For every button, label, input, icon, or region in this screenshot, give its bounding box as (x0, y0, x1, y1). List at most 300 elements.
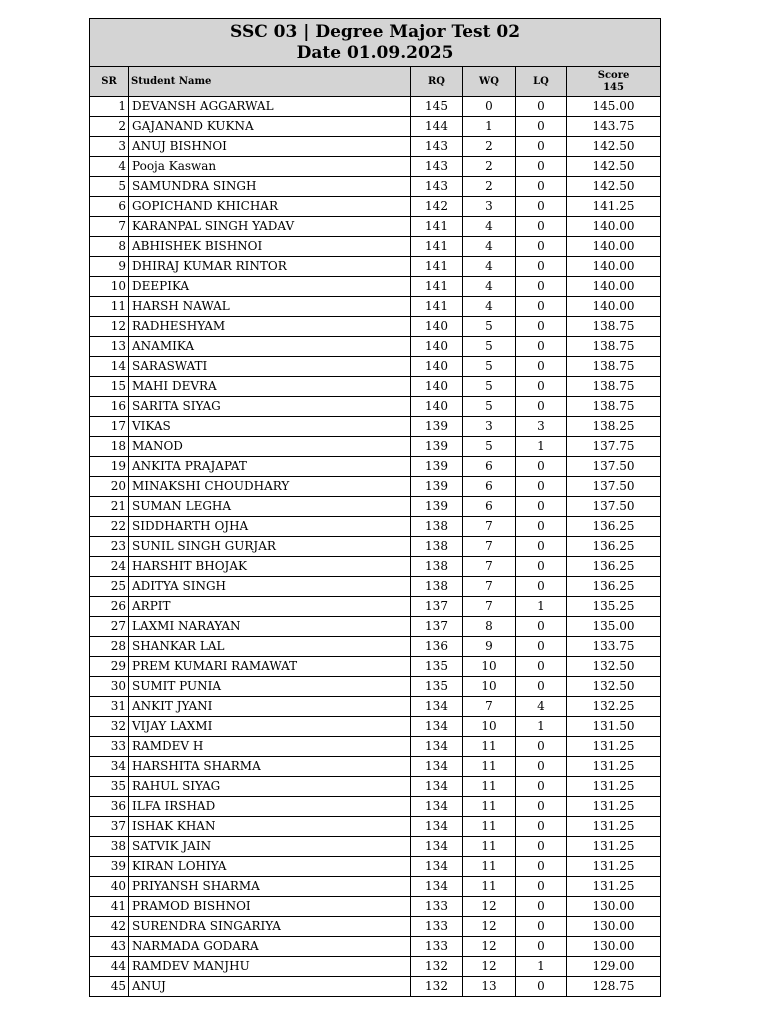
cell-lq: 0 (516, 937, 567, 957)
cell-sr: 39 (90, 857, 129, 877)
cell-score: 140.00 (567, 217, 661, 237)
table-row (90, 717, 661, 737)
cell-rq: 140 (411, 317, 463, 337)
cell-wq: 4 (463, 297, 516, 317)
cell-score: 140.00 (567, 237, 661, 257)
cell-lq: 0 (516, 97, 567, 117)
cell-student-name: SHANKAR LAL (129, 637, 411, 657)
cell-rq: 140 (411, 357, 463, 377)
cell-rq: 138 (411, 517, 463, 537)
cell-wq: 5 (463, 437, 516, 457)
cell-rq: 133 (411, 937, 463, 957)
table-row (90, 737, 661, 757)
cell-lq: 0 (516, 737, 567, 757)
col-score (567, 67, 661, 97)
cell-rq: 141 (411, 277, 463, 297)
cell-sr: 25 (90, 577, 129, 597)
cell-student-name: ILFA IRSHAD (129, 797, 411, 817)
cell-sr: 10 (90, 277, 129, 297)
cell-rq: 134 (411, 697, 463, 717)
table-row (90, 197, 661, 217)
cell-score: 136.25 (567, 577, 661, 597)
cell-rq: 141 (411, 297, 463, 317)
cell-lq: 4 (516, 697, 567, 717)
cell-rq: 137 (411, 617, 463, 637)
cell-sr: 33 (90, 737, 129, 757)
table-row (90, 277, 661, 297)
cell-lq: 0 (516, 197, 567, 217)
col-rq: RQ (411, 67, 463, 97)
cell-lq: 0 (516, 897, 567, 917)
cell-wq: 6 (463, 497, 516, 517)
cell-wq: 10 (463, 677, 516, 697)
cell-rq: 134 (411, 817, 463, 837)
cell-wq: 2 (463, 177, 516, 197)
cell-wq: 6 (463, 477, 516, 497)
cell-lq: 0 (516, 797, 567, 817)
cell-student-name: VIKAS (129, 417, 411, 437)
cell-rq: 139 (411, 417, 463, 437)
cell-rq: 136 (411, 637, 463, 657)
cell-lq: 0 (516, 757, 567, 777)
cell-lq: 1 (516, 957, 567, 977)
cell-sr: 11 (90, 297, 129, 317)
cell-wq: 2 (463, 157, 516, 177)
cell-score: 141.25 (567, 197, 661, 217)
table-row (90, 357, 661, 377)
cell-sr: 36 (90, 797, 129, 817)
cell-lq: 0 (516, 857, 567, 877)
cell-student-name: RAHUL SIYAG (129, 777, 411, 797)
cell-wq: 7 (463, 697, 516, 717)
cell-student-name: MINAKSHI CHOUDHARY (129, 477, 411, 497)
cell-score: 130.00 (567, 937, 661, 957)
cell-score: 138.75 (567, 377, 661, 397)
cell-score: 137.50 (567, 497, 661, 517)
cell-score: 130.00 (567, 917, 661, 937)
cell-rq: 141 (411, 217, 463, 237)
table-row (90, 377, 661, 397)
cell-wq: 11 (463, 817, 516, 837)
table-row (90, 137, 661, 157)
col-score-total: 145 (603, 81, 624, 93)
cell-lq: 0 (516, 917, 567, 937)
cell-wq: 7 (463, 517, 516, 537)
cell-score: 140.00 (567, 277, 661, 297)
table-row (90, 637, 661, 657)
cell-student-name: Pooja Kaswan (129, 157, 411, 177)
cell-wq: 7 (463, 577, 516, 597)
cell-score: 132.50 (567, 657, 661, 677)
cell-student-name: PREM KUMARI RAMAWAT (129, 657, 411, 677)
cell-sr: 21 (90, 497, 129, 517)
cell-score: 142.50 (567, 157, 661, 177)
cell-lq: 0 (516, 517, 567, 537)
cell-rq: 139 (411, 497, 463, 517)
cell-sr: 40 (90, 877, 129, 897)
test-date: Date 01.09.2025 (296, 42, 454, 63)
cell-rq: 140 (411, 377, 463, 397)
cell-student-name: ARPIT (129, 597, 411, 617)
cell-score: 131.50 (567, 717, 661, 737)
cell-wq: 11 (463, 877, 516, 897)
col-student-name: Student Name (129, 67, 411, 97)
cell-rq: 144 (411, 117, 463, 137)
cell-sr: 8 (90, 237, 129, 257)
cell-student-name: HARSHIT BHOJAK (129, 557, 411, 577)
cell-sr: 12 (90, 317, 129, 337)
cell-sr: 45 (90, 977, 129, 997)
cell-rq: 142 (411, 197, 463, 217)
cell-student-name: SURENDRA SINGARIYA (129, 917, 411, 937)
table-row (90, 757, 661, 777)
cell-wq: 4 (463, 237, 516, 257)
cell-student-name: ISHAK KHAN (129, 817, 411, 837)
cell-rq: 134 (411, 877, 463, 897)
cell-score: 135.00 (567, 617, 661, 637)
cell-wq: 7 (463, 557, 516, 577)
cell-sr: 32 (90, 717, 129, 737)
cell-rq: 135 (411, 657, 463, 677)
cell-rq: 140 (411, 397, 463, 417)
cell-lq: 0 (516, 537, 567, 557)
cell-student-name: HARSH NAWAL (129, 297, 411, 317)
cell-score: 142.50 (567, 137, 661, 157)
cell-score: 138.25 (567, 417, 661, 437)
cell-rq: 145 (411, 97, 463, 117)
col-wq: WQ (463, 67, 516, 97)
cell-sr: 31 (90, 697, 129, 717)
cell-sr: 24 (90, 557, 129, 577)
cell-rq: 132 (411, 957, 463, 977)
test-title: SSC 03 | Degree Major Test 02 (230, 21, 521, 42)
table-row (90, 537, 661, 557)
table-row (90, 957, 661, 977)
table-row (90, 157, 661, 177)
table-row (90, 557, 661, 577)
cell-student-name: GOPICHAND KHICHAR (129, 197, 411, 217)
cell-sr: 13 (90, 337, 129, 357)
table-row (90, 837, 661, 857)
cell-lq: 0 (516, 137, 567, 157)
cell-lq: 0 (516, 477, 567, 497)
cell-student-name: SATVIK JAIN (129, 837, 411, 857)
cell-sr: 2 (90, 117, 129, 137)
cell-rq: 141 (411, 257, 463, 277)
cell-sr: 26 (90, 597, 129, 617)
cell-lq: 0 (516, 397, 567, 417)
cell-lq: 0 (516, 777, 567, 797)
cell-sr: 3 (90, 137, 129, 157)
results-table (89, 18, 661, 997)
table-row (90, 397, 661, 417)
cell-sr: 29 (90, 657, 129, 677)
cell-sr: 17 (90, 417, 129, 437)
cell-wq: 12 (463, 957, 516, 977)
cell-rq: 143 (411, 157, 463, 177)
col-lq: LQ (516, 67, 567, 97)
cell-rq: 143 (411, 177, 463, 197)
cell-lq: 0 (516, 557, 567, 577)
cell-student-name: ANKIT JYANI (129, 697, 411, 717)
cell-score: 131.25 (567, 777, 661, 797)
cell-lq: 0 (516, 257, 567, 277)
cell-score: 143.75 (567, 117, 661, 137)
cell-lq: 1 (516, 597, 567, 617)
table-row (90, 217, 661, 237)
table-row (90, 177, 661, 197)
sheet-title (90, 19, 661, 67)
cell-score: 131.25 (567, 817, 661, 837)
col-sr: SR (90, 67, 129, 97)
cell-sr: 6 (90, 197, 129, 217)
cell-lq: 0 (516, 177, 567, 197)
cell-sr: 23 (90, 537, 129, 557)
table-row (90, 437, 661, 457)
cell-score: 131.25 (567, 757, 661, 777)
cell-lq: 0 (516, 877, 567, 897)
table-row (90, 97, 661, 117)
cell-student-name: DEEPIKA (129, 277, 411, 297)
cell-score: 128.75 (567, 977, 661, 997)
table-row (90, 857, 661, 877)
cell-rq: 132 (411, 977, 463, 997)
cell-score: 131.25 (567, 837, 661, 857)
cell-rq: 133 (411, 917, 463, 937)
cell-score: 140.00 (567, 297, 661, 317)
cell-student-name: SUMAN LEGHA (129, 497, 411, 517)
table-row (90, 117, 661, 137)
table-row (90, 877, 661, 897)
table-row (90, 497, 661, 517)
cell-wq: 4 (463, 277, 516, 297)
cell-sr: 18 (90, 437, 129, 457)
cell-score: 131.25 (567, 797, 661, 817)
cell-student-name: GAJANAND KUKNA (129, 117, 411, 137)
table-row (90, 597, 661, 617)
cell-student-name: SIDDHARTH OJHA (129, 517, 411, 537)
table-row (90, 577, 661, 597)
cell-rq: 139 (411, 437, 463, 457)
cell-lq: 3 (516, 417, 567, 437)
cell-student-name: ANAMIKA (129, 337, 411, 357)
cell-rq: 134 (411, 717, 463, 737)
cell-sr: 30 (90, 677, 129, 697)
cell-rq: 134 (411, 857, 463, 877)
cell-sr: 9 (90, 257, 129, 277)
cell-wq: 5 (463, 337, 516, 357)
cell-sr: 14 (90, 357, 129, 377)
table-row (90, 917, 661, 937)
cell-sr: 42 (90, 917, 129, 937)
cell-lq: 0 (516, 617, 567, 637)
cell-score: 138.75 (567, 337, 661, 357)
cell-score: 137.50 (567, 477, 661, 497)
cell-student-name: KIRAN LOHIYA (129, 857, 411, 877)
cell-score: 138.75 (567, 317, 661, 337)
cell-wq: 7 (463, 537, 516, 557)
cell-student-name: ADITYA SINGH (129, 577, 411, 597)
cell-score: 130.00 (567, 897, 661, 917)
cell-wq: 11 (463, 757, 516, 777)
table-row (90, 337, 661, 357)
cell-rq: 139 (411, 457, 463, 477)
cell-rq: 139 (411, 477, 463, 497)
cell-lq: 1 (516, 717, 567, 737)
cell-wq: 11 (463, 857, 516, 877)
cell-sr: 19 (90, 457, 129, 477)
table-row (90, 817, 661, 837)
cell-sr: 15 (90, 377, 129, 397)
cell-sr: 1 (90, 97, 129, 117)
cell-score: 135.25 (567, 597, 661, 617)
cell-rq: 134 (411, 797, 463, 817)
cell-rq: 141 (411, 237, 463, 257)
cell-score: 131.25 (567, 737, 661, 757)
column-headers (90, 67, 661, 97)
cell-sr: 4 (90, 157, 129, 177)
table-row (90, 657, 661, 677)
cell-lq: 0 (516, 817, 567, 837)
cell-student-name: MANOD (129, 437, 411, 457)
cell-rq: 134 (411, 777, 463, 797)
table-row (90, 697, 661, 717)
cell-sr: 27 (90, 617, 129, 637)
cell-rq: 134 (411, 757, 463, 777)
cell-lq: 0 (516, 497, 567, 517)
table-row (90, 237, 661, 257)
table-row (90, 937, 661, 957)
cell-sr: 44 (90, 957, 129, 977)
table-row (90, 477, 661, 497)
cell-sr: 28 (90, 637, 129, 657)
col-score-label: Score (597, 69, 630, 81)
table-row (90, 977, 661, 997)
table-row (90, 897, 661, 917)
cell-student-name: SAMUNDRA SINGH (129, 177, 411, 197)
cell-score: 138.75 (567, 397, 661, 417)
cell-score: 131.25 (567, 857, 661, 877)
cell-rq: 134 (411, 737, 463, 757)
cell-sr: 38 (90, 837, 129, 857)
cell-lq: 0 (516, 237, 567, 257)
result-sheet (89, 18, 660, 997)
table-row (90, 417, 661, 437)
cell-sr: 35 (90, 777, 129, 797)
cell-score: 129.00 (567, 957, 661, 977)
cell-wq: 13 (463, 977, 516, 997)
cell-student-name: ABHISHEK BISHNOI (129, 237, 411, 257)
results-body (90, 97, 661, 997)
cell-score: 136.25 (567, 537, 661, 557)
cell-score: 136.25 (567, 517, 661, 537)
cell-student-name: NARMADA GODARA (129, 937, 411, 957)
cell-wq: 5 (463, 397, 516, 417)
cell-sr: 34 (90, 757, 129, 777)
cell-wq: 7 (463, 597, 516, 617)
cell-score: 131.25 (567, 877, 661, 897)
cell-lq: 0 (516, 277, 567, 297)
cell-student-name: KARANPAL SINGH YADAV (129, 217, 411, 237)
cell-score: 140.00 (567, 257, 661, 277)
cell-sr: 16 (90, 397, 129, 417)
cell-student-name: HARSHITA SHARMA (129, 757, 411, 777)
cell-score: 132.25 (567, 697, 661, 717)
table-row (90, 457, 661, 477)
cell-lq: 0 (516, 117, 567, 137)
cell-score: 138.75 (567, 357, 661, 377)
cell-sr: 7 (90, 217, 129, 237)
cell-lq: 0 (516, 157, 567, 177)
cell-wq: 9 (463, 637, 516, 657)
cell-rq: 133 (411, 897, 463, 917)
cell-student-name: ANUJ (129, 977, 411, 997)
cell-lq: 1 (516, 437, 567, 457)
cell-score: 137.75 (567, 437, 661, 457)
cell-rq: 138 (411, 557, 463, 577)
cell-rq: 138 (411, 537, 463, 557)
cell-lq: 0 (516, 657, 567, 677)
cell-student-name: PRIYANSH SHARMA (129, 877, 411, 897)
cell-wq: 4 (463, 217, 516, 237)
cell-lq: 0 (516, 577, 567, 597)
cell-wq: 12 (463, 917, 516, 937)
cell-lq: 0 (516, 337, 567, 357)
table-row (90, 317, 661, 337)
table-row (90, 797, 661, 817)
cell-wq: 0 (463, 97, 516, 117)
cell-rq: 137 (411, 597, 463, 617)
cell-sr: 43 (90, 937, 129, 957)
cell-lq: 0 (516, 377, 567, 397)
cell-lq: 0 (516, 457, 567, 477)
cell-student-name: PRAMOD BISHNOI (129, 897, 411, 917)
cell-wq: 11 (463, 837, 516, 857)
cell-student-name: SUNIL SINGH GURJAR (129, 537, 411, 557)
cell-student-name: ANKITA PRAJAPAT (129, 457, 411, 477)
cell-student-name: RADHESHYAM (129, 317, 411, 337)
cell-wq: 5 (463, 317, 516, 337)
title-header (90, 19, 661, 67)
cell-wq: 12 (463, 897, 516, 917)
cell-rq: 143 (411, 137, 463, 157)
cell-wq: 5 (463, 377, 516, 397)
cell-score: 142.50 (567, 177, 661, 197)
cell-lq: 0 (516, 677, 567, 697)
cell-sr: 22 (90, 517, 129, 537)
cell-score: 133.75 (567, 637, 661, 657)
cell-wq: 11 (463, 777, 516, 797)
cell-student-name: VIJAY LAXMI (129, 717, 411, 737)
cell-lq: 0 (516, 297, 567, 317)
cell-sr: 37 (90, 817, 129, 837)
cell-student-name: LAXMI NARAYAN (129, 617, 411, 637)
cell-score: 132.50 (567, 677, 661, 697)
cell-sr: 20 (90, 477, 129, 497)
cell-lq: 0 (516, 837, 567, 857)
cell-wq: 12 (463, 937, 516, 957)
cell-wq: 8 (463, 617, 516, 637)
table-row (90, 297, 661, 317)
cell-student-name: SARASWATI (129, 357, 411, 377)
cell-score: 145.00 (567, 97, 661, 117)
cell-rq: 138 (411, 577, 463, 597)
cell-wq: 3 (463, 197, 516, 217)
table-row (90, 677, 661, 697)
cell-score: 136.25 (567, 557, 661, 577)
cell-sr: 5 (90, 177, 129, 197)
cell-student-name: MAHI DEVRA (129, 377, 411, 397)
